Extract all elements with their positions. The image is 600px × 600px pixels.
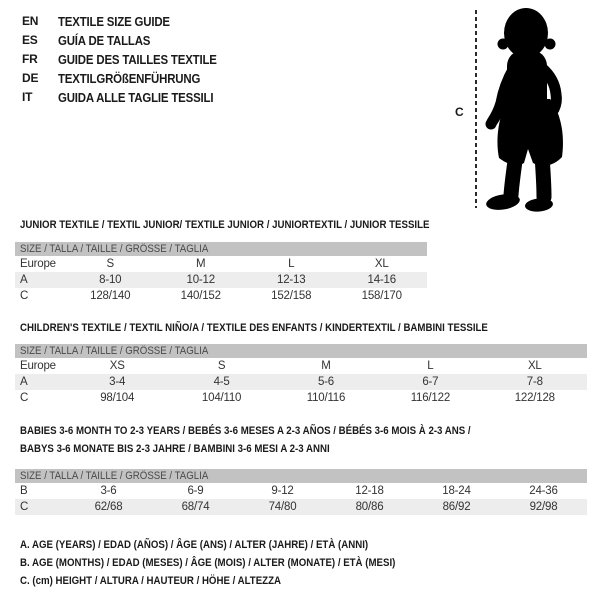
babies-size-table (15, 469, 587, 515)
table-title-line: BABIES 3-6 MONTH TO 2-3 YEARS / BEBÉS 3-6 MESES A 2-3 AÑOS / BÉBÉS 3-6 MOIS À 2-3 ANS / (20, 425, 471, 437)
size-cell: 3-6 (100, 485, 117, 497)
size-header-bar (15, 242, 427, 256)
size-cell: 8-10 (99, 274, 122, 286)
size-cell: 4-5 (213, 376, 230, 388)
size-cell: 5-6 (317, 376, 334, 388)
size-cell: XL (374, 258, 389, 270)
size-header-label: SIZE / TALLA / TAILLE / GRÖSSE / TAGLIA (20, 243, 209, 255)
size-cell: 80/86 (355, 501, 384, 513)
size-cell: L (427, 360, 434, 372)
footnote-a (20, 536, 447, 554)
size-cell: 9-12 (271, 485, 294, 497)
footnote-b-text: B. AGE (MONTHS) / EDAD (MESES) / ÂGE (MOIS) / ALTER (MONATE) / ETÀ (MESI) (20, 557, 396, 569)
size-cell: 6-7 (422, 376, 439, 388)
row-label: Europe (20, 360, 56, 372)
size-cell: 6-9 (187, 485, 204, 497)
table-row (15, 256, 427, 272)
size-header-bar (15, 469, 587, 483)
size-cell: XL (527, 360, 542, 372)
footnote-c (20, 572, 447, 590)
children-size-table (15, 344, 587, 406)
table-title-line: JUNIOR TEXTILE / TEXTIL JUNIOR/ TEXTILE JUNIOR / JUNIORTEXTIL / JUNIOR TESSILE (20, 219, 430, 231)
lang-code: IT (22, 90, 33, 104)
size-cell: 24-36 (529, 485, 558, 497)
footnote-a-text: A. AGE (YEARS) / EDAD (AÑOS) / ÂGE (ANS) / ALTER (JAHRE) / ETÀ (ANNI) (20, 539, 369, 551)
size-cell: 3-4 (109, 376, 126, 388)
size-header-bar (15, 344, 587, 358)
footnote-b (20, 554, 447, 572)
size-cell: 122/128 (514, 392, 555, 404)
language-header (22, 12, 238, 107)
table-row (15, 288, 427, 304)
table-row (15, 483, 587, 499)
row-label: C (20, 501, 29, 513)
size-cell: 86/92 (442, 501, 471, 513)
size-cell: 12-13 (277, 274, 306, 286)
lang-code: DE (22, 71, 39, 85)
lang-row-en (22, 12, 238, 31)
height-measure-label: C (455, 105, 464, 119)
table-row (15, 374, 587, 390)
table-title-line: CHILDREN'S TEXTILE / TEXTIL NIÑO/A / TEXTILE DES ENFANTS / KINDERTEXTIL / BAMBINI TESSILE (20, 322, 488, 334)
size-cell: 12-18 (355, 485, 384, 497)
size-cell: XS (109, 360, 125, 372)
lang-code: ES (22, 33, 38, 47)
row-label: A (20, 376, 28, 388)
lang-title: GUIDA ALLE TAGLIE TESSILI (58, 90, 214, 105)
size-cell: 74/80 (268, 501, 297, 513)
row-label: B (20, 485, 28, 497)
lang-code: EN (22, 14, 39, 28)
size-cell: 140/152 (180, 290, 221, 302)
lang-title: TEXTILGRÖßENFÜHRUNG (58, 71, 201, 86)
size-cell: 7-8 (526, 376, 543, 388)
size-cell: 10-12 (186, 274, 215, 286)
row-label: Europe (20, 258, 56, 270)
children-table-title (20, 319, 488, 337)
size-cell: 14-16 (367, 274, 396, 286)
table-row (15, 390, 587, 406)
size-cell: 18-24 (442, 485, 471, 497)
size-header-label: SIZE / TALLA / TAILLE / GRÖSSE / TAGLIA (20, 470, 209, 482)
row-label: A (20, 274, 28, 286)
size-cell: 158/170 (361, 290, 402, 302)
lang-row-de (22, 69, 238, 88)
table-row (15, 358, 587, 374)
size-cell: M (321, 360, 331, 372)
lang-code: FR (22, 52, 38, 66)
table-title-line: BABYS 3-6 MONATE BIS 2-3 JAHRE / BAMBINI 3-6 MESI A 2-3 ANNI (20, 443, 330, 455)
size-cell: 128/140 (90, 290, 131, 302)
size-cell: 92/98 (529, 501, 558, 513)
footnote-c-text: C. (cm) HEIGHT / ALTURA / HAUTEUR / HÖHE / ALTEZZA (20, 575, 282, 587)
size-cell: 110/116 (306, 392, 346, 404)
babies-table-title (20, 422, 471, 458)
lang-row-it (22, 88, 238, 107)
size-cell: S (217, 360, 226, 372)
size-cell: 116/122 (410, 392, 451, 404)
height-measure-line (475, 10, 477, 208)
lang-title: TEXTILE SIZE GUIDE (58, 14, 170, 29)
size-header-label: SIZE / TALLA / TAILLE / GRÖSSE / TAGLIA (20, 345, 209, 357)
lang-title: GUIDE DES TAILLES TEXTILE (58, 52, 217, 67)
lang-row-es (22, 31, 238, 50)
size-cell: S (106, 258, 114, 270)
size-cell: L (288, 258, 295, 270)
junior-size-table (15, 242, 427, 304)
baby-silhouette-icon (484, 6, 576, 212)
lang-title: GUÍA DE TALLAS (58, 33, 151, 48)
size-cell: 62/68 (94, 501, 123, 513)
footnotes (20, 536, 447, 590)
row-label: C (20, 392, 29, 404)
row-label: C (20, 290, 29, 302)
junior-table-title (20, 216, 429, 234)
table-row (15, 499, 587, 515)
size-cell: 68/74 (181, 501, 210, 513)
size-cell: M (196, 258, 206, 270)
size-cell: 152/158 (271, 290, 312, 302)
size-cell: 98/104 (100, 392, 135, 404)
size-cell: 104/110 (201, 392, 242, 404)
lang-row-fr (22, 50, 238, 69)
table-row (15, 272, 427, 288)
